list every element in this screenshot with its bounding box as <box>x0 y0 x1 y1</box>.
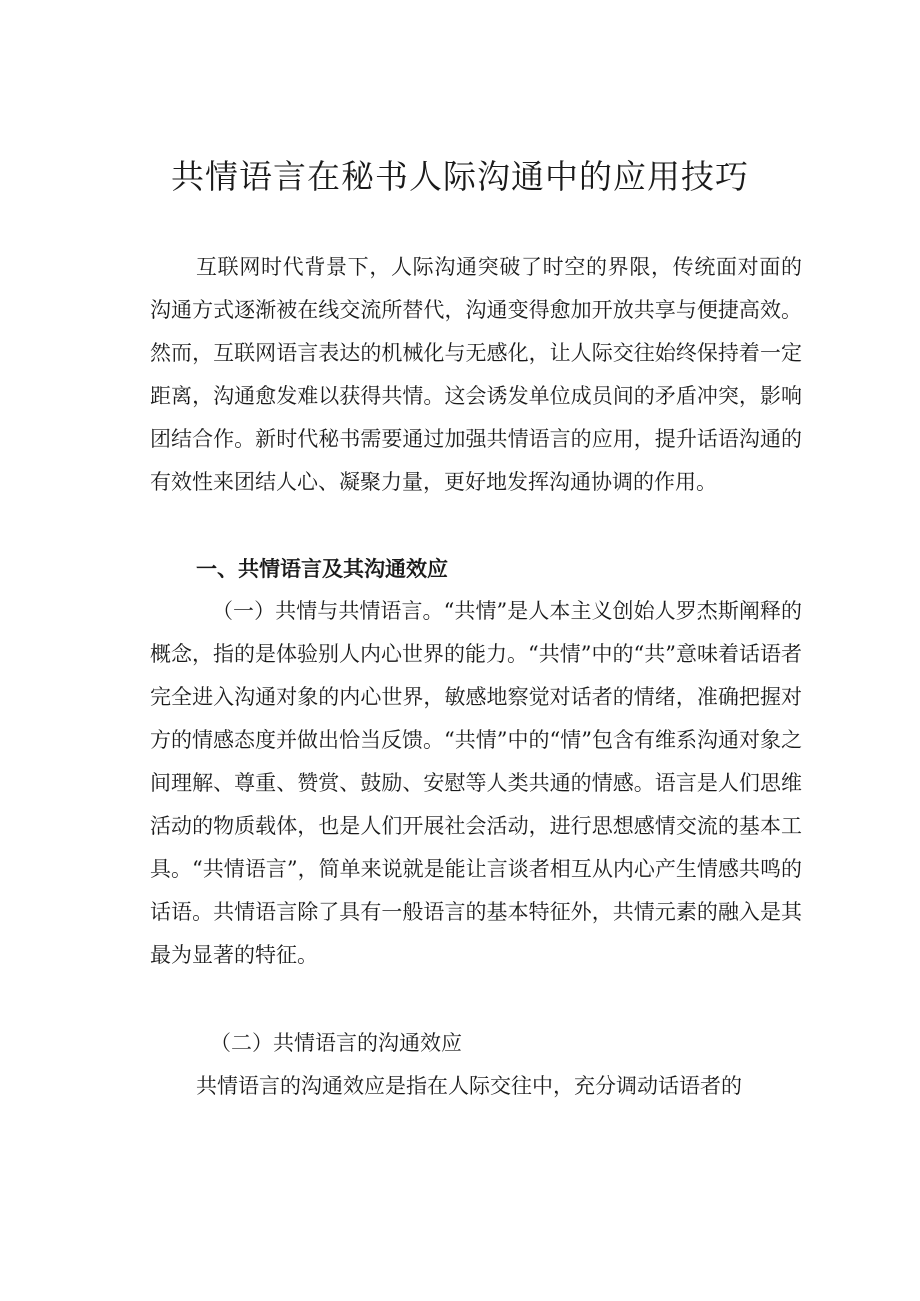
document-title: 共情语言在秘书人际沟通中的应用技巧 <box>171 157 749 196</box>
intro-paragraph: 互联网时代背景下，人际沟通突破了时空的界限，传统面对面的沟通方式逐渐被在线交流所替代，沟通变得愈加开放共享与便捷高效。然而，互联网语言表达的机械化与无感化，让人际交往始终保持着一定距离，沟通愈发难以获得共情。这会诱发单位成员间的矛盾冲突，影响团结合作。新时代秘书需要通过加强共情语言的应用，提升话语沟通的有效性来团结人心、凝聚力量，更好地发挥沟通协调的作用。 <box>150 255 802 494</box>
section-heading: 一、共情语言及其沟通效应 <box>196 557 448 581</box>
subsection-paragraph: 共情语言的沟通效应是指在人际交往中，充分调动话语者的 <box>196 1074 742 1098</box>
subsection-heading: （二）共情语言的沟通效应 <box>210 1031 462 1055</box>
section-paragraph: （一）共情与共情语言。“共情”是人本主义创始人罗杰斯阐释的概念，指的是体验别人内心世界的能力。“共情”中的“共”意味着话语者完全进入沟通对象的内心世界，敏感地察觉对话者的情绪，准确把握对方的情感态度并做出恰当反馈。“共情”中的“情”包含有维系沟通对象之间理解、尊重、赞赏、鼓励、安慰等人类共通的情感。语言是人们思维活动的物质载体，也是人们开展社会活动，进行思想感情交流的基本工具。“共情语言”，简单来说就是能让言谈者相互从内心产生情感共鸣的话语。共情语言除了具有一般语言的基本特征外，共情元素的融入是其最为显著的特征。 <box>150 599 802 967</box>
